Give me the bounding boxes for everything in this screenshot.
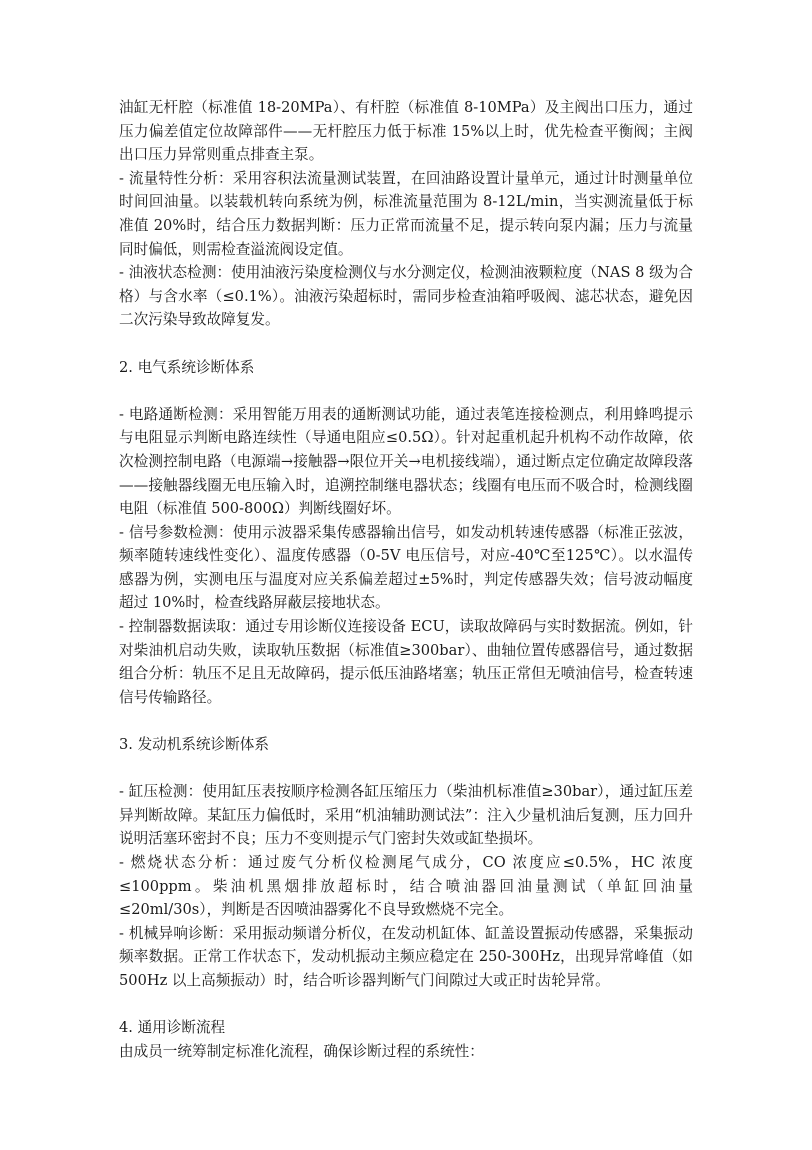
spacer [119,709,693,733]
spacer [119,993,693,1017]
spacer [119,332,693,356]
flow-analysis-paragraph: - 流量特性分析：采用容积法流量测试装置，在回油路设置计量单元，通过计时测量单位时间回油量。以装载机转向系统为例，标准流量范围为 8-12L/min，当实测流量低于标准值 20%时，结合压力数据判断：压力正常而流量不足，提示转向泵内漏；压力与流量同时偏低，则需检查溢流阀设定值。 [119,169,693,258]
spacer [119,757,693,781]
spacer [119,379,693,403]
signal-parameter-paragraph: - 信号参数检测：使用示波器采集传感器输出信号，如发动机转速传感器（标准正弦波，频率随转速线性变化）、温度传感器（0-5V 电压信号，对应-40℃至125℃）。以水温传感器为例，实测电压与温度对应关系偏差超过±5%时，判定传感器失效；信号波动幅度超过 10%时，检查线路屏蔽层接地状态。 [119,523,693,612]
hydraulic-pressure-paragraph: 油缸无杆腔（标准值 18-20MPa）、有杆腔（标准值 8-10MPa）及主阀出口压力，通过压力偏差值定位故障部件——无杆腔压力低于标准 15%以上时，优先检查平衡阀；主阀出口压力异常则重点排查主泵。 [119,99,693,164]
section-heading-electrical: 2. 电气系统诊断体系 [119,358,255,376]
circuit-continuity-paragraph: - 电路通断检测：采用智能万用表的通断测试功能，通过表笔连接检测点，利用蜂鸣提示与电阻显示判断电路连续性（导通电阻应≤0.5Ω）。针对起重机起升机构不动作故障，依次检测控制电路（电源端→接触器→限位开关→电机接线端），通过断点定位确定故障段落——接触器线圈无电压输入时，追溯控制继电器状态；线圈有电压而不吸合时，检测线圈电阻（标准值 500-800Ω）判断线圈好坏。 [119,405,693,518]
mechanical-noise-paragraph: - 机械异响诊断：采用振动频谱分析仪，在发动机缸体、缸盖设置振动传感器，采集振动频率数据。正常工作状态下，发动机振动主频应稳定在 250-300Hz，出现异常峰值（如 500Hz 以上高频振动）时，结合听诊器判断气门间隙过大或正时齿轮异常。 [119,924,693,989]
oil-condition-paragraph: - 油液状态检测：使用油液污染度检测仪与水分测定仪，检测油液颗粒度（NAS 8 级为合格）与含水率（≤0.1%）。油液污染超标时，需同步检查油箱呼吸阀、滤芯状态，避免因二次污染导致故障复发。 [119,264,693,329]
general-process-paragraph: 由成员一统筹制定标准化流程，确保诊断过程的系统性： [119,1042,484,1060]
combustion-analysis-paragraph: - 燃烧状态分析：通过废气分析仪检测尾气成分，CO 浓度应≤0.5%，HC 浓度≤100ppm。柴油机黑烟排放超标时，结合喷油器回油量测试（单缸回油量≤20ml/30s），判断是否因喷油器雾化不良导致燃烧不完全。 [119,854,693,919]
cylinder-pressure-paragraph: - 缸压检测：使用缸压表按顺序检测各缸压缩压力（柴油机标准值≥30bar），通过缸压差异判断故障。某缸压力偏低时，采用“机油辅助测试法”：注入少量机油后复测，压力回升说明活塞环密封不良；压力不变则提示气门密封失效或缸垫损坏。 [119,783,693,848]
controller-data-paragraph: - 控制器数据读取：通过专用诊断仪连接设备 ECU，读取故障码与实时数据流。例如，针对柴油机启动失败，读取轨压数据（标准值≥300bar）、曲轴位置传感器信号，通过数据组合分析：轨压不足且无故障码，提示低压油路堵塞；轨压正常但无喷油信号，检查转速信号传输路径。 [119,618,693,706]
section-heading-engine: 3. 发动机系统诊断体系 [119,736,269,754]
document-page [119,96,693,1063]
section-heading-general-process: 4. 通用诊断流程 [119,1019,226,1037]
